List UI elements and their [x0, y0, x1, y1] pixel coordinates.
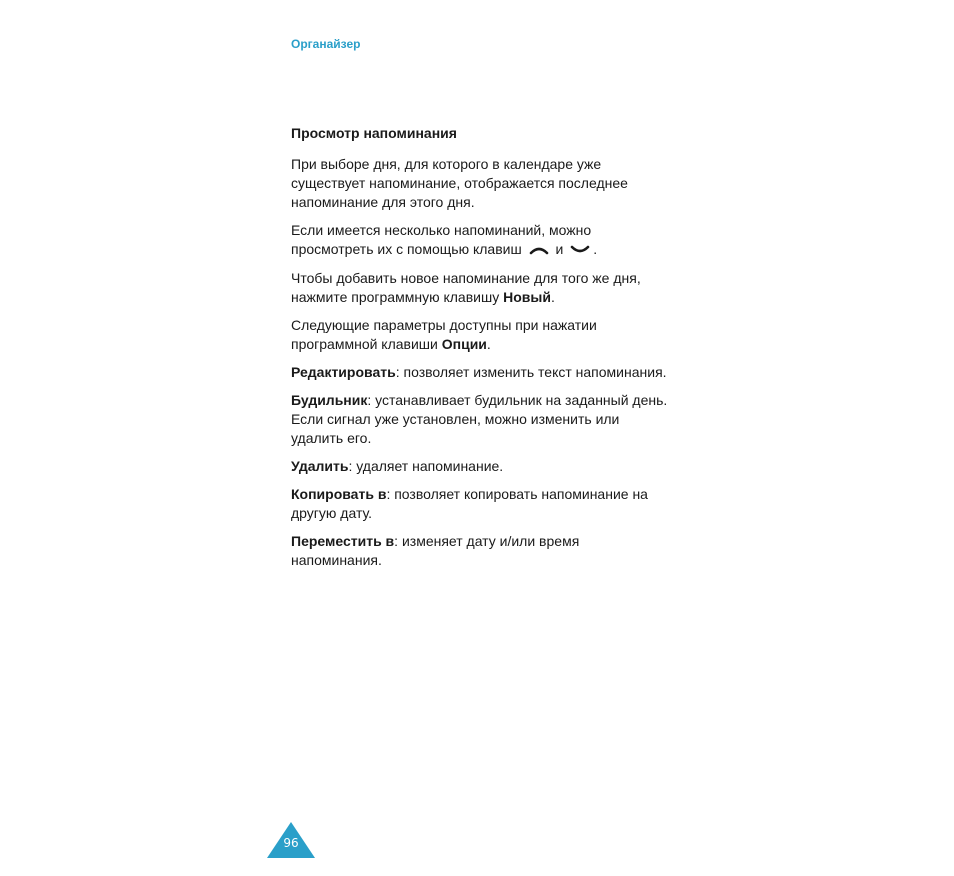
option-term: Будильник [291, 391, 368, 408]
page-number: 96 [283, 836, 299, 850]
option-term: Переместить в [291, 532, 395, 549]
softkey-new-label: Новый [503, 288, 551, 305]
section-title: Просмотр напоминания [291, 125, 457, 141]
option-move [291, 532, 671, 570]
paragraph-4-text: Следующие параметры доступны при нажатии программной клавиши [291, 316, 597, 352]
paragraph-2-end: . [593, 241, 598, 257]
option-delete [291, 457, 671, 476]
section-header: Органайзер [291, 37, 361, 51]
page-number-badge [267, 822, 315, 858]
paragraph-3-end: . [550, 288, 555, 305]
paragraph-3 [291, 269, 671, 307]
option-term: Копировать в [291, 485, 387, 502]
option-term: Редактировать [291, 363, 396, 380]
option-desc: : устанавливает будильник на заданный день. Если сигнал уже установлен, можно изменить или удалить его. [291, 391, 668, 446]
option-term: Удалить [291, 457, 349, 474]
softkey-options-label: Опции [441, 335, 487, 352]
option-copy [291, 485, 671, 523]
paragraph-1: При выборе дня, для которого в календаре уже существует напоминание, отображается последнее напоминание для этого дня. [291, 156, 628, 210]
option-edit [291, 363, 671, 382]
option-desc: : позволяет изменить текст напоминания. [395, 363, 667, 380]
option-desc: : удаляет напоминание. [348, 457, 504, 474]
option-alarm [291, 391, 671, 448]
up-arc-key-icon [529, 241, 549, 260]
paragraph-2 [291, 221, 671, 260]
main-content [291, 124, 671, 579]
down-arc-key-icon [570, 241, 590, 260]
paragraph-2-text: Если имеется несколько напоминаний, можно просмотреть их с помощью клавиш [291, 222, 592, 257]
paragraph-4-end: . [486, 335, 491, 352]
paragraph-3-text: Чтобы добавить новое напоминание для того же дня, нажмите программную клавишу [291, 269, 641, 305]
paragraph-2-and: и [555, 241, 564, 257]
option-desc: : изменяет дату и/или время напоминания. [291, 532, 580, 568]
option-desc: : позволяет копировать напоминание на другую дату. [291, 485, 648, 521]
paragraph-4 [291, 316, 671, 354]
